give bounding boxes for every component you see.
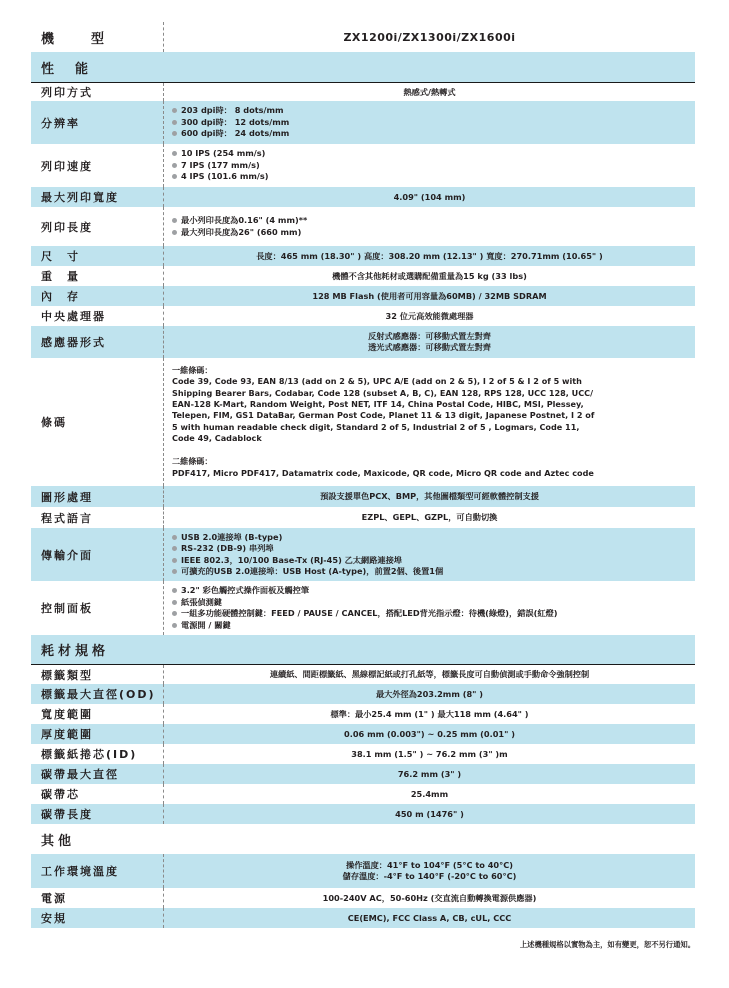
sensor-row bbox=[31, 326, 695, 358]
resolution-list bbox=[172, 105, 289, 140]
graphics-label: 圖形處理 bbox=[31, 486, 164, 507]
list-item: 600 dpi時： 24 dots/mm bbox=[172, 128, 289, 140]
sensor-line: 透光式感應器：可移動式置左對齊 bbox=[368, 342, 491, 352]
ribbon-core-row bbox=[31, 784, 695, 804]
sensor-label: 感應器形式 bbox=[31, 326, 164, 358]
power-value: 100-240V AC，50-60Hz (交直流自動轉換電源供應器) bbox=[322, 892, 537, 903]
print-method-row bbox=[31, 82, 695, 101]
language-label: 程式語言 bbox=[31, 507, 164, 528]
panel-list bbox=[172, 585, 557, 631]
list-item: 203 dpi時： 8 dots/mm bbox=[172, 105, 289, 117]
list-item: 紙張偵測鍵 bbox=[172, 597, 557, 609]
ribbon-core-value: 25.4mm bbox=[410, 789, 449, 799]
resolution-row bbox=[31, 101, 695, 144]
env-temp-label: 工作環境溫度 bbox=[31, 854, 164, 888]
barcode-1d-line: Code 49, Cadablock bbox=[172, 432, 262, 443]
section-performance bbox=[31, 52, 695, 82]
list-item: 電源開 / 關鍵 bbox=[172, 620, 557, 632]
print-method-value: 熱感式/熱轉式 bbox=[403, 86, 456, 97]
sensor-line: 反射式感應器：可移動式置左對齊 bbox=[368, 331, 491, 341]
language-row bbox=[31, 507, 695, 528]
power-row bbox=[31, 888, 695, 908]
env-temp-row bbox=[31, 854, 695, 888]
cpu-label: 中央處理器 bbox=[31, 306, 164, 326]
safety-label: 安規 bbox=[31, 908, 164, 928]
weight-value: 機體不含其他耗材或選購配備重量為15 kg (33 lbs) bbox=[332, 270, 527, 281]
label-type-label: 標籤類型 bbox=[31, 665, 164, 684]
list-item: RS-232 (DB-9) 串列埠 bbox=[172, 543, 443, 555]
cpu-row bbox=[31, 306, 695, 326]
list-item: 一組多功能硬體控制鍵：FEED / PAUSE / CANCEL，搭配LED背光指示燈：待機(綠燈)，錯誤(紅燈) bbox=[172, 608, 557, 620]
barcode-row bbox=[31, 358, 695, 486]
model-row bbox=[31, 22, 695, 52]
list-item: 最大列印長度為26" (660 mm) bbox=[172, 227, 307, 239]
print-speed-label: 列印速度 bbox=[31, 144, 164, 187]
section-consumables bbox=[31, 635, 695, 664]
list-item: USB 2.0連接埠 (B-type) bbox=[172, 532, 443, 544]
ribbon-length-value: 450 m (1476" ) bbox=[395, 809, 464, 819]
barcode-2d-title: 二維條碼： bbox=[172, 456, 213, 467]
memory-row bbox=[31, 286, 695, 306]
list-item: IEEE 802.3，10/100 Base-Tx (RJ-45) 乙太網路連接埠 bbox=[172, 555, 443, 567]
print-method-label: 列印方式 bbox=[31, 83, 164, 101]
barcode-2d-line: PDF417, Micro PDF417, Datamatrix code, Maxicode, QR code, Micro QR code and Aztec code bbox=[172, 467, 594, 478]
max-width-value: 4.09" (104 mm) bbox=[393, 192, 466, 202]
list-item: 10 IPS (254 mm/s) bbox=[172, 148, 269, 160]
memory-label: 內 存 bbox=[31, 286, 164, 306]
list-item: 可擴充的USB 2.0連接埠：USB Host (A-type)，前置2個、後置1個 bbox=[172, 566, 443, 578]
footnote: 上述機種規格以實物為主，如有變更，恕不另行通知。 bbox=[519, 940, 695, 949]
ribbon-length-label: 碳帶長度 bbox=[31, 804, 164, 824]
section-other bbox=[31, 824, 695, 854]
width-range-label: 寬度範圍 bbox=[31, 704, 164, 724]
panel-label: 控制面板 bbox=[31, 581, 164, 635]
label-od-row bbox=[31, 684, 695, 704]
weight-label: 重 量 bbox=[31, 266, 164, 286]
list-item: 300 dpi時： 12 dots/mm bbox=[172, 117, 289, 129]
weight-row bbox=[31, 266, 695, 286]
env-temp-line: 操作溫度：41°F to 104°F (5°C to 40°C) bbox=[346, 860, 513, 870]
label-type-row bbox=[31, 664, 695, 684]
print-speed-row bbox=[31, 144, 695, 187]
label-type-value: 連續紙、間距標籤紙、黑線標記紙或打孔紙等，標籤長度可自動偵測或手動命令強制控制 bbox=[269, 669, 590, 679]
power-label: 電源 bbox=[31, 888, 164, 908]
list-item: 最小列印長度為0.16" (4 mm)** bbox=[172, 215, 307, 227]
barcode-1d-line: EAN-128 K-Mart, Random Weight, Post NET, ITF 14, China Postal Code, HIBC, MSI, Plessey, bbox=[172, 399, 584, 410]
max-width-row bbox=[31, 187, 695, 207]
model-value: ZX1200i/ZX1300i/ZX1600i bbox=[343, 30, 516, 44]
interface-row bbox=[31, 528, 695, 581]
graphics-value: 預設支援單色PCX、BMP，其他圖檔類型可經軟體控制支援 bbox=[320, 491, 539, 501]
interface-list bbox=[172, 532, 443, 578]
print-length-list bbox=[172, 215, 307, 238]
dimensions-label: 尺 寸 bbox=[31, 246, 164, 266]
ribbon-od-value: 76.2 mm (3" ) bbox=[397, 769, 462, 779]
ribbon-length-row bbox=[31, 804, 695, 824]
barcode-1d-line: Code 39, Code 93, EAN 8/13 (add on 2 & 5), UPC A/E (add on 2 & 5), I 2 of 5 & I 2 of 5 with bbox=[172, 376, 582, 387]
core-row bbox=[31, 744, 695, 764]
graphics-row bbox=[31, 486, 695, 507]
core-value: 38.1 mm (1.5" ) ~ 76.2 mm (3" )m bbox=[351, 749, 508, 759]
thickness-value: 0.06 mm (0.003") ~ 0.25 mm (0.01" ) bbox=[344, 729, 515, 739]
memory-value: 128 MB Flash (使用者可用容量為60MB) / 32MB SDRAM bbox=[312, 290, 547, 301]
barcode-1d-title: 一維條碼： bbox=[172, 365, 213, 376]
interface-label: 傳輸介面 bbox=[31, 528, 164, 581]
print-speed-list bbox=[172, 148, 269, 183]
section-other-title: 其他 bbox=[41, 833, 76, 849]
list-item: 4 IPS (101.6 mm/s) bbox=[172, 171, 269, 183]
ribbon-core-label: 碳帶芯 bbox=[31, 784, 164, 804]
print-length-label: 列印長度 bbox=[31, 207, 164, 246]
list-item: 3.2" 彩色觸控式操作面板及觸控筆 bbox=[172, 585, 557, 597]
dimensions-row bbox=[31, 246, 695, 266]
section-consumables-title: 耗材規格 bbox=[41, 644, 110, 659]
spec-sheet bbox=[31, 22, 695, 928]
section-performance-title: 性 能 bbox=[41, 61, 93, 77]
width-range-value: 標準：最小25.4 mm (1" ) 最大118 mm (4.64" ) bbox=[330, 708, 529, 719]
max-width-label: 最大列印寬度 bbox=[31, 187, 164, 207]
list-item: 7 IPS (177 mm/s) bbox=[172, 160, 269, 172]
cpu-value: 32 位元高效能微處理器 bbox=[385, 310, 474, 321]
panel-row bbox=[31, 581, 695, 635]
thickness-label: 厚度範圍 bbox=[31, 724, 164, 744]
print-length-row bbox=[31, 207, 695, 246]
env-temp-line: 儲存溫度：-4°F to 140°F (-20°C to 60°C) bbox=[342, 871, 517, 881]
barcode-1d-line: Telepen, FIM, GS1 DataBar, German Post Code, Planet 11 & 13 digit, Japanese Postnet, I 2 of bbox=[172, 410, 595, 421]
dimensions-value: 長度：465 mm (18.30" ) 高度：308.20 mm (12.13" ) 寬度：270.71mm (10.65" ) bbox=[256, 250, 603, 261]
ribbon-od-label: 碳帶最大直徑 bbox=[31, 764, 164, 784]
barcode-1d-line: Shipping Bearer Bars, Codabar, Code 128 (subset A, B, C), EAN 128, RPS 128, UCC 128, UCC/ bbox=[172, 387, 594, 398]
language-value: EZPL、GEPL、GZPL，可自動切換 bbox=[361, 512, 498, 522]
label-od-value: 最大外徑為203.2mm (8" ) bbox=[375, 688, 484, 699]
barcode-label: 條碼 bbox=[31, 358, 164, 486]
barcode-1d-line: 5 with human readable check digit, Standard 2 of 5, Industrial 2 of 5 , Logmars, Code 11, bbox=[172, 421, 580, 432]
ribbon-od-row bbox=[31, 764, 695, 784]
resolution-label: 分辨率 bbox=[31, 101, 164, 144]
width-range-row bbox=[31, 704, 695, 724]
model-label: 機 型 bbox=[31, 22, 164, 52]
safety-value: CE(EMC), FCC Class A, CB, cUL, CCC bbox=[347, 913, 512, 923]
safety-row bbox=[31, 908, 695, 928]
label-od-label: 標籤最大直徑(OD) bbox=[31, 684, 164, 704]
core-label: 標籤紙捲芯(ID) bbox=[31, 744, 164, 764]
thickness-row bbox=[31, 724, 695, 744]
